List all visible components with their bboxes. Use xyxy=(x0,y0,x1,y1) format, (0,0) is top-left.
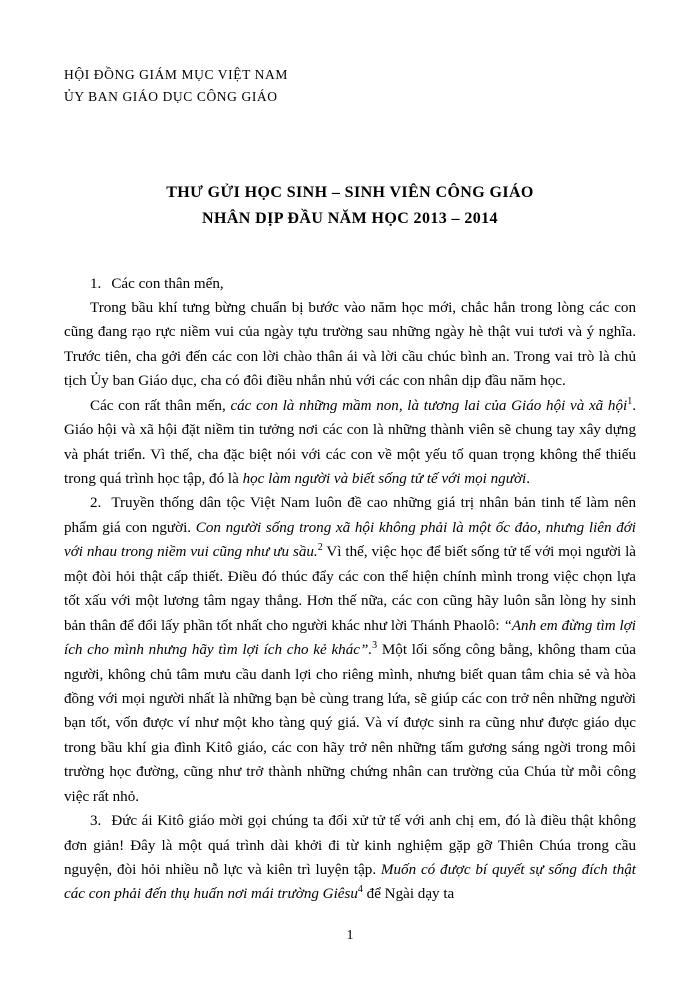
paragraph-tradition: 2. Truyền thống dân tộc Việt Nam luôn đề cao những giá trị nhân bản tinh tế làm nên phẩm giá con người. Con người sống trong xã hội không phải là một ốc đảo, nhưng liên đới với nhau trong niềm vui cũng như ưu sầu.$^2$ Vì thế, việc học để biết sống tử tế với mọi người là một đòi hỏi thật cấp thiết. Điều đó thúc đẩy các con thể hiện chính mình trong việc chọn lựa tốt xấu với một lương tâm ngay thẳng. Hơn thế nữa, các con cũng hãy luôn sẵn lòng hy sinh bản thân để đổi lấy phần tốt nhất cho người khác như lời Thánh Phaolô: “Anh em đừng tìm lợi ích cho mình nhưng hãy tìm lợi ích cho kẻ khác”.$^3$ Một lối sống công bằng, không tham của người, không chủ tâm mưu cầu danh lợi cho riêng mình, nhưng biết quan tâm chia sẻ và hòa đồng với mọi người nhất là những bạn bè cùng trang lứa, sẽ giúp các con trở nên những người bạn tốt, vốn được ví như một kho tàng quý giá. Và ví được sinh ra cũng như được giáo dục trong bầu khí gia đình Kitô giáo, các con hãy trở nên những tấm gương sáng ngời trong môi trường học đường, cũng như trở thành những chứng nhân can trường của Chúa từ mỗi công việc rất nhỏ. xyxy=(64,495,637,805)
letterhead-line-1: HỘI ĐỒNG GIÁM MỤC VIỆT NAM xyxy=(64,67,288,82)
title-line-1: THƯ GỬI HỌC SINH – SINH VIÊN CÔNG GIÁO xyxy=(166,183,534,201)
document-body xyxy=(64,272,636,907)
letterhead xyxy=(64,64,636,108)
document-title xyxy=(64,180,636,232)
title-line-2: NHÂN DỊP ĐẦU NĂM HỌC 2013 – 2014 xyxy=(202,209,498,227)
paragraph-future: Các con rất thân mến, các con là những mầm non, là tương lai của Giáo hội và xã hội$^1$. Giáo hội và xã hội đặt niềm tin tưởng nơi các con là những thành viên sẽ chung tay xây dựng và phát triển. Vì thế, cha đặc biệt nói với các con về một yếu tố quan trọng không thể thiếu trong quá trình học tập, đó là học làm người và biết sống tử tế với mọi người. xyxy=(64,395,636,488)
paragraph-salutation: 1. Các con thân mến, xyxy=(90,275,224,292)
page-number: 1 xyxy=(346,928,354,943)
paragraph-intro: Trong bầu khí tưng bừng chuẩn bị bước vào năm học mới, chắc hẳn trong lòng các con cũng đang rạo rực niềm vui của ngày tựu trường sau những ngày hè thật vui tươi và ý nghĩa. Trước tiên, cha gởi đến các con lời chào thân ái và lời cầu chúc bình an. Trong vai trò là chủ tịch Ủy ban Giáo dục, cha có đôi điều nhắn nhủ với các con nhân dịp đầu năm học. xyxy=(64,299,636,390)
paragraph-charity: 3. Đức ái Kitô giáo mời gọi chúng ta đối xử tử tế với anh chị em, đó là điều thật không đơn giản! Đây là một quá trình dài khởi đi từ kinh nghiệm gặp gỡ Thiên Chúa trong cầu nguyện, đòi hỏi nhiều nỗ lực và kiên trì luyện tập. Muốn có được bí quyết sự sống đích thật các con phải đến thụ huấn nơi mái trường Giêsu$^4$ để Ngài dạy ta xyxy=(64,813,636,903)
letterhead-line-2: ỦY BAN GIÁO DỤC CÔNG GIÁO xyxy=(64,88,278,104)
